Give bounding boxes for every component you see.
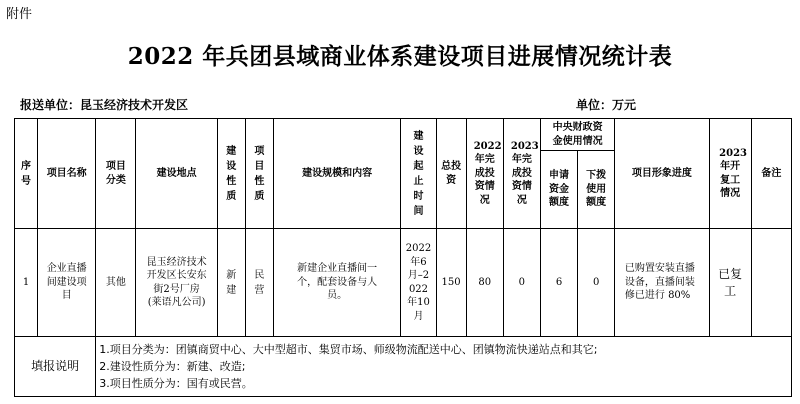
cell-project-name: 企业直播间建设项目 [38, 229, 96, 337]
cell-2022-investment: 80 [466, 229, 503, 337]
table-row [15, 229, 792, 337]
currency-unit-label: 单位： [576, 98, 613, 112]
header-build-nature: 建设性质 [217, 119, 245, 229]
header-project-nature: 项目性质 [245, 119, 273, 229]
header-project-name: 项目名称 [38, 119, 96, 229]
header-applied-amount: 申请资金额度 [540, 151, 577, 229]
cell-issued-amount: 0 [578, 229, 615, 337]
cell-period: 2022年6月–2022年10月 [401, 229, 436, 337]
project-table [14, 118, 792, 397]
header-location: 建设地点 [136, 119, 217, 229]
cell-seq: 1 [15, 229, 38, 337]
header-issued-amount: 下拨使用额度 [578, 151, 615, 229]
header-period: 建设起止时间 [401, 119, 436, 229]
note-line: 1.项目分类为：团镇商贸中心、大中型超市、集贸市场、师级物流配送中心、团镇物流快递站点和其它; [99, 343, 598, 356]
cell-category: 其他 [96, 229, 136, 337]
note-line: 3.项目性质分为：国有或民营。 [99, 377, 253, 390]
cell-2023-investment: 0 [503, 229, 540, 337]
header-2022-investment: 2022年完成投资情况 [466, 119, 503, 229]
currency-unit-value: 万元 [612, 98, 637, 112]
note-line: 2.建设性质分为：新建、改造; [99, 360, 246, 373]
notes-label: 填报说明 [15, 337, 96, 397]
attachment-label: 附件 [6, 7, 33, 22]
header-total-investment: 总投资 [436, 119, 466, 229]
cell-total-investment: 150 [436, 229, 466, 337]
cell-build-nature: 新建 [217, 229, 245, 337]
cell-location: 昆玉经济技术开发区长安东街2号厂房(莱语凡公司) [136, 229, 217, 337]
header-seq: 序号 [15, 119, 38, 229]
cell-scale: 新建企业直播间一个，配套设备与人员。 [273, 229, 400, 337]
reporting-unit [20, 96, 188, 113]
header-remark: 备注 [751, 119, 791, 229]
notes-content [96, 337, 792, 397]
header-progress: 项目形象进度 [615, 119, 709, 229]
cell-progress: 已购置安装直播设备，直播间装修已进行 80% [615, 229, 709, 337]
cell-remark [751, 229, 791, 337]
cell-2023-resume: 已复工 [709, 229, 751, 337]
header-2023-investment: 2023年完成投资情况 [503, 119, 540, 229]
header-category: 项目分类 [96, 119, 136, 229]
header-central-fund: 中央财政资金使用情况 [540, 119, 614, 151]
header-scale: 建设规模和内容 [273, 119, 400, 229]
cell-project-nature: 民营 [245, 229, 273, 337]
reporting-unit-value: 昆玉经济技术开发区 [80, 98, 189, 112]
header-2023-resume: 2023年开复工情况 [709, 119, 751, 229]
reporting-unit-label: 报送单位： [20, 98, 81, 112]
page-title: 2022 年兵团县域商业体系建设项目进展情况统计表 [127, 43, 673, 70]
cell-applied-amount: 6 [540, 229, 577, 337]
currency-unit [576, 96, 636, 113]
